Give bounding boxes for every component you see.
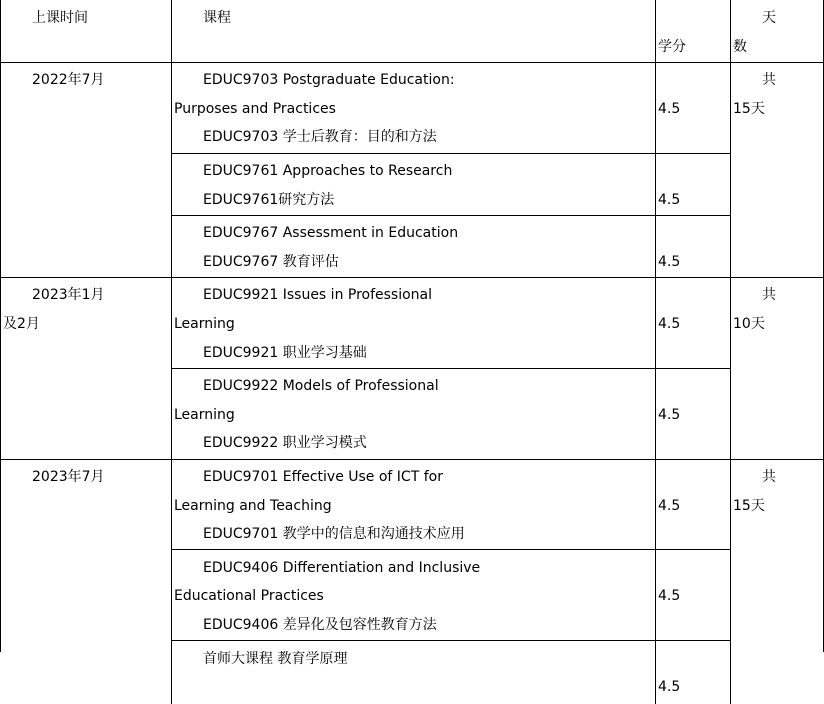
course-title-en: EDUC9922 Models of Professional (203, 378, 439, 394)
course-title-cn: EDUC9701 教学中的信息和沟通技术应用 (203, 526, 465, 542)
header-credits: 学分 (658, 39, 686, 55)
group-date-line1: 2023年1月 (32, 287, 105, 303)
group-days-line1: 共 (762, 469, 776, 485)
group-days-line2: 10天 (733, 316, 765, 332)
course-credit: 4.5 (658, 316, 681, 332)
course-title-cn: EDUC9921 职业学习基础 (203, 345, 367, 361)
column-divider-time (171, 0, 172, 704)
course-rule (171, 215, 731, 216)
column-divider-course (655, 0, 656, 704)
group-days-line1: 共 (762, 287, 776, 303)
group-days-line2: 15天 (733, 498, 765, 514)
course-credit: 4.5 (658, 679, 681, 695)
course-credit: 4.5 (658, 407, 681, 423)
course-credit: 4.5 (658, 101, 681, 117)
header-time: 上课时间 (32, 10, 88, 26)
table-border-left (0, 0, 1, 652)
course-credit: 4.5 (658, 498, 681, 514)
course-title-en-cont: Learning (174, 316, 235, 332)
course-title-en: EDUC9703 Postgraduate Education: (203, 72, 455, 88)
course-title-en-cont: Learning (174, 407, 235, 423)
header-bottom-rule (0, 62, 824, 63)
course-title-cn: EDUC9922 职业学习模式 (203, 435, 367, 451)
course-title-cn: EDUC9761研究方法 (203, 192, 335, 208)
course-credit: 4.5 (658, 192, 681, 208)
course-title-en: EDUC9767 Assessment in Education (203, 225, 459, 241)
course-title-en: EDUC9921 Issues in Professional (203, 287, 433, 303)
group-rule (0, 277, 824, 278)
course-title-cn: 首师大课程 教育学原理 (203, 651, 348, 667)
course-rule (171, 368, 731, 369)
column-divider-credit (730, 0, 731, 704)
group-date: 2022年7月 (32, 72, 105, 88)
course-title-en: EDUC9701 Effective Use of ICT for (203, 469, 443, 485)
course-title-en-cont: Purposes and Practices (174, 101, 336, 117)
course-rule (171, 640, 731, 641)
group-date-line2: 及2月 (3, 316, 40, 332)
course-title-en-cont: Learning and Teaching (174, 498, 332, 514)
course-credit: 4.5 (658, 588, 681, 604)
course-credit: 4.5 (658, 254, 681, 270)
header-days-line2: 数 (733, 39, 747, 55)
course-title-en: EDUC9761 Approaches to Research (203, 163, 453, 179)
course-rule (171, 153, 731, 154)
header-course: 课程 (203, 10, 231, 26)
header-days-line1: 天 (762, 10, 776, 26)
group-rule (0, 459, 824, 460)
course-title-en-cont: Educational Practices (174, 588, 324, 604)
course-title-cn: EDUC9406 差异化及包容性教育方法 (203, 617, 437, 633)
group-days-line1: 共 (762, 72, 776, 88)
group-days-line2: 15天 (733, 101, 765, 117)
course-title-en: EDUC9406 Differentiation and Inclusive (203, 560, 481, 576)
course-rule (171, 549, 731, 550)
group-date: 2023年7月 (32, 469, 105, 485)
course-title-cn: EDUC9703 学士后教育：目的和方法 (203, 129, 437, 145)
course-title-cn: EDUC9767 教育评估 (203, 254, 339, 270)
